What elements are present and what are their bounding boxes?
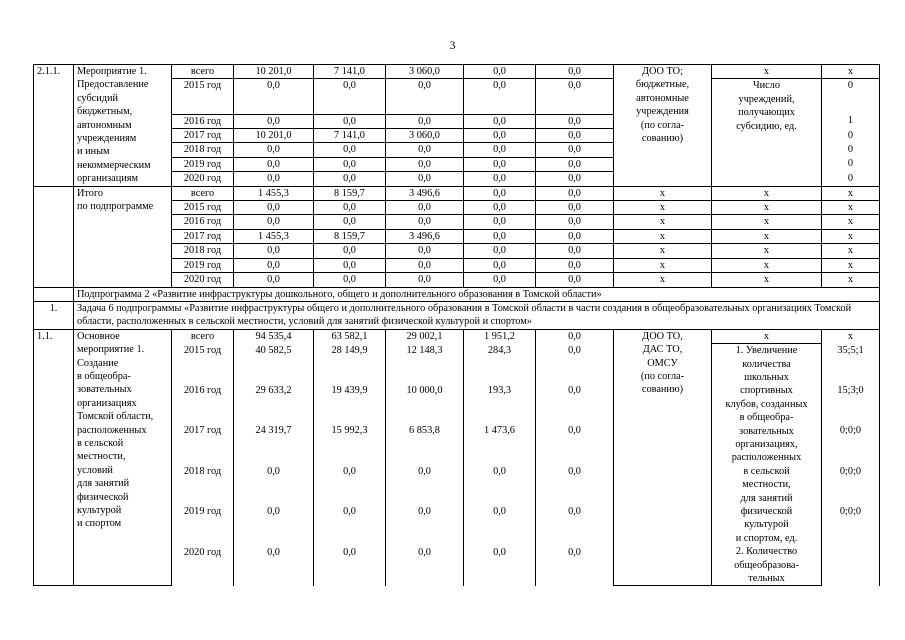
value-cell: 1 455,3: [234, 186, 314, 200]
indicator-value: x: [822, 329, 880, 343]
period-cell: 2019 год: [172, 157, 234, 171]
value-cell: 0,0: [314, 143, 386, 157]
period-cell: 2018 год: [172, 244, 234, 258]
measure-code: 2.1.1.: [34, 65, 74, 187]
value-cell: 0,0: [536, 129, 614, 143]
value-cell: 3 060,0: [386, 65, 464, 79]
value-cell: 0,0: [536, 172, 614, 186]
value-cell: 0,0: [536, 505, 614, 545]
value-cell: 0,0: [536, 273, 614, 287]
value-cell: 0,0: [234, 258, 314, 272]
period-cell: всего: [172, 186, 234, 200]
value-cell: 15 992,3: [314, 424, 386, 464]
x-cell: x: [614, 273, 712, 287]
indicator-value: 0: [822, 172, 880, 186]
indicator-name: 1. Увеличение количества школьных спортивных клубов, созданных в общеобра- зовательных организациях, расположенных в сельской местности, для занятий физической культурой и спортом, ед. 2. Количество общеобразова- тельных: [712, 344, 822, 586]
value-cell: 24 319,7: [234, 424, 314, 464]
x-cell: x: [614, 201, 712, 215]
indicator-value: 0;0;0: [822, 465, 880, 505]
value-cell: 0,0: [536, 114, 614, 128]
task-code: 1.: [34, 301, 74, 329]
value-cell: 0,0: [464, 129, 536, 143]
value-cell: 0,0: [386, 244, 464, 258]
value-cell: 29 002,1: [386, 329, 464, 343]
value-cell: 193,3: [464, 384, 536, 424]
value-cell: 0,0: [536, 424, 614, 464]
value-cell: 1 951,2: [464, 329, 536, 343]
indicator-value: 0: [822, 143, 880, 157]
period-cell: 2015 год: [172, 344, 234, 384]
indicator-cell: x: [712, 65, 822, 79]
value-cell: 0,0: [386, 258, 464, 272]
table-row: [34, 186, 880, 200]
indicator-name: Число учреждений, получающих субсидию, ед.: [712, 79, 822, 186]
value-cell: 0,0: [386, 114, 464, 128]
value-cell: 0,0: [386, 201, 464, 215]
value-cell: 1 473,6: [464, 424, 536, 464]
indicator-value: 0: [822, 157, 880, 171]
value-cell: 0,0: [234, 172, 314, 186]
value-cell: 0,0: [314, 505, 386, 545]
value-cell: 0,0: [234, 114, 314, 128]
value-cell: 0,0: [536, 546, 614, 586]
subprogram-title: Подпрограмма 2 «Развитие инфраструктуры дошкольного, общего и дополнительного образования в Томской области»: [74, 287, 880, 301]
value-cell: 0,0: [386, 546, 464, 586]
value-cell: 0,0: [314, 172, 386, 186]
indicator-value: 0;0;0: [822, 505, 880, 545]
value-cell: 63 582,1: [314, 329, 386, 343]
value-cell: 0,0: [314, 258, 386, 272]
value-cell: 6 853,8: [386, 424, 464, 464]
indicator-value: [822, 546, 880, 586]
value-cell: 0,0: [536, 258, 614, 272]
value-cell: 0,0: [314, 114, 386, 128]
value-cell: 0,0: [464, 186, 536, 200]
value-cell: 29 633,2: [234, 384, 314, 424]
value-cell: 0,0: [536, 384, 614, 424]
x-cell: x: [712, 229, 822, 243]
value-cell: 284,3: [464, 344, 536, 384]
period-cell: 2017 год: [172, 424, 234, 464]
value-cell: 0,0: [234, 143, 314, 157]
x-cell: x: [822, 273, 880, 287]
value-cell: 0,0: [386, 215, 464, 229]
value-cell: 0,0: [234, 215, 314, 229]
period-cell: 2017 год: [172, 129, 234, 143]
indicator-value: 35;5;1: [822, 344, 880, 384]
empty-cell: [34, 186, 74, 287]
value-cell: 0,0: [464, 465, 536, 505]
value-cell: 0,0: [314, 244, 386, 258]
value-cell: 3 496,6: [386, 229, 464, 243]
value-cell: 0,0: [536, 186, 614, 200]
value-cell: 0,0: [386, 143, 464, 157]
value-cell: 0,0: [464, 79, 536, 114]
period-cell: 2015 год: [172, 201, 234, 215]
value-cell: 0,0: [536, 344, 614, 384]
value-cell: 7 141,0: [314, 65, 386, 79]
value-cell: 0,0: [234, 505, 314, 545]
period-cell: 2019 год: [172, 505, 234, 545]
table-row: [34, 65, 880, 79]
responsible-cell: ДОО ТО; бюджетные, автономные учреждения (по согла- сованию): [614, 65, 712, 187]
x-cell: x: [614, 229, 712, 243]
value-cell: 0,0: [464, 157, 536, 171]
x-cell: x: [712, 258, 822, 272]
x-cell: x: [822, 244, 880, 258]
period-cell: 2016 год: [172, 114, 234, 128]
value-cell: 0,0: [464, 143, 536, 157]
value-cell: 0,0: [536, 465, 614, 505]
period-cell: 2015 год: [172, 79, 234, 114]
x-cell: x: [712, 201, 822, 215]
x-cell: x: [614, 258, 712, 272]
value-cell: 28 149,9: [314, 344, 386, 384]
value-cell: 0,0: [234, 273, 314, 287]
value-cell: 0,0: [464, 172, 536, 186]
period-cell: 2018 год: [172, 465, 234, 505]
measure-name: Основное мероприятие 1. Создание в общеобра- зовательных организациях Томской области, расположенных в сельской местности, условий для занятий физической культурой и спортом: [74, 329, 172, 586]
x-cell: x: [614, 186, 712, 200]
indicator-value: 0;0;0: [822, 424, 880, 464]
value-cell: 0,0: [536, 201, 614, 215]
period-cell: 2019 год: [172, 258, 234, 272]
indicator-value: 15;3;0: [822, 384, 880, 424]
value-cell: 0,0: [314, 157, 386, 171]
x-cell: x: [822, 201, 880, 215]
period-cell: 2020 год: [172, 273, 234, 287]
value-cell: 0,0: [536, 215, 614, 229]
subprogram-row: [34, 287, 880, 301]
page-number: 3: [449, 38, 456, 52]
value-cell: 8 159,7: [314, 229, 386, 243]
period-cell: 2018 год: [172, 143, 234, 157]
value-cell: 0,0: [536, 65, 614, 79]
x-cell: x: [614, 215, 712, 229]
period-cell: всего: [172, 65, 234, 79]
value-cell: 0,0: [234, 79, 314, 114]
value-cell: 0,0: [536, 157, 614, 171]
subprogram-total-block: [34, 186, 880, 287]
value-cell: 0,0: [234, 157, 314, 171]
value-cell: 0,0: [464, 273, 536, 287]
value-cell: 8 159,7: [314, 186, 386, 200]
period-cell: 2016 год: [172, 215, 234, 229]
period-cell: 2016 год: [172, 384, 234, 424]
value-cell: 0,0: [464, 244, 536, 258]
value-cell: 0,0: [536, 143, 614, 157]
indicator-value: 0: [822, 129, 880, 143]
value-cell: 3 496,6: [386, 186, 464, 200]
x-cell: x: [822, 229, 880, 243]
value-cell: 0,0: [386, 79, 464, 114]
x-cell: x: [822, 258, 880, 272]
measure-2-1-1-block: [34, 65, 880, 187]
value-cell: 0,0: [536, 329, 614, 343]
value-cell: 94 535,4: [234, 329, 314, 343]
value-cell: 0,0: [314, 273, 386, 287]
value-cell: 0,0: [536, 244, 614, 258]
x-cell: x: [712, 215, 822, 229]
budget-table: [33, 64, 880, 586]
measure-name: Мероприятие 1. Предоставление субсидий бюджетным, автономным учреждениям и иным некоммерческим организациям: [74, 65, 172, 187]
value-cell: 0,0: [234, 546, 314, 586]
total-name: Итого по подпрограмме: [74, 186, 172, 287]
value-cell: 0,0: [464, 114, 536, 128]
value-cell: 0,0: [314, 201, 386, 215]
period-cell: 2020 год: [172, 172, 234, 186]
value-cell: 0,0: [464, 258, 536, 272]
measure-code: 1.1.: [34, 329, 74, 586]
x-cell: x: [822, 186, 880, 200]
value-cell: 0,0: [386, 172, 464, 186]
value-cell: 0,0: [464, 215, 536, 229]
task-title: Задача 6 подпрограммы «Развитие инфраструктуры общего и дополнительного образования в Томской области в части создания в общеобразовательных организациях Томской области, расположенных в сельской местности, условий для занятий физической культурой и спортом»: [74, 301, 880, 329]
value-cell: 0,0: [314, 465, 386, 505]
value-cell: 7 141,0: [314, 129, 386, 143]
value-cell: 0,0: [234, 465, 314, 505]
main-measure-1-1-block: [34, 329, 880, 586]
value-cell: 0,0: [464, 65, 536, 79]
value-cell: 0,0: [386, 273, 464, 287]
task-row: [34, 301, 880, 329]
period-cell: 2020 год: [172, 546, 234, 586]
value-cell: 0,0: [536, 79, 614, 114]
value-cell: 3 060,0: [386, 129, 464, 143]
value-cell: 0,0: [314, 79, 386, 114]
indicator-value: x: [822, 65, 880, 79]
value-cell: 0,0: [234, 244, 314, 258]
value-cell: 12 148,3: [386, 344, 464, 384]
value-cell: 0,0: [536, 229, 614, 243]
value-cell: 0,0: [464, 546, 536, 586]
responsible-cell: ДОО ТО, ДАС ТО, ОМСУ (по согла- сованию): [614, 329, 712, 586]
indicator-value: 1: [822, 114, 880, 128]
value-cell: 10 000,0: [386, 384, 464, 424]
value-cell: 1 455,3: [234, 229, 314, 243]
subprogram-2-header: [34, 287, 880, 329]
x-cell: x: [712, 186, 822, 200]
indicator-cell: x: [712, 329, 822, 343]
value-cell: 0,0: [386, 505, 464, 545]
x-cell: x: [614, 244, 712, 258]
value-cell: 0,0: [386, 157, 464, 171]
period-cell: всего: [172, 329, 234, 343]
value-cell: 0,0: [464, 229, 536, 243]
value-cell: 10 201,0: [234, 65, 314, 79]
indicator-value: 0: [822, 79, 880, 114]
value-cell: 0,0: [464, 201, 536, 215]
value-cell: 0,0: [386, 465, 464, 505]
value-cell: 10 201,0: [234, 129, 314, 143]
table-row: [34, 329, 880, 343]
value-cell: 0,0: [464, 505, 536, 545]
x-cell: x: [712, 273, 822, 287]
period-cell: 2017 год: [172, 229, 234, 243]
x-cell: x: [822, 215, 880, 229]
value-cell: 0,0: [234, 201, 314, 215]
value-cell: 0,0: [314, 546, 386, 586]
value-cell: 0,0: [314, 215, 386, 229]
value-cell: 19 439,9: [314, 384, 386, 424]
x-cell: x: [712, 244, 822, 258]
value-cell: 40 582,5: [234, 344, 314, 384]
